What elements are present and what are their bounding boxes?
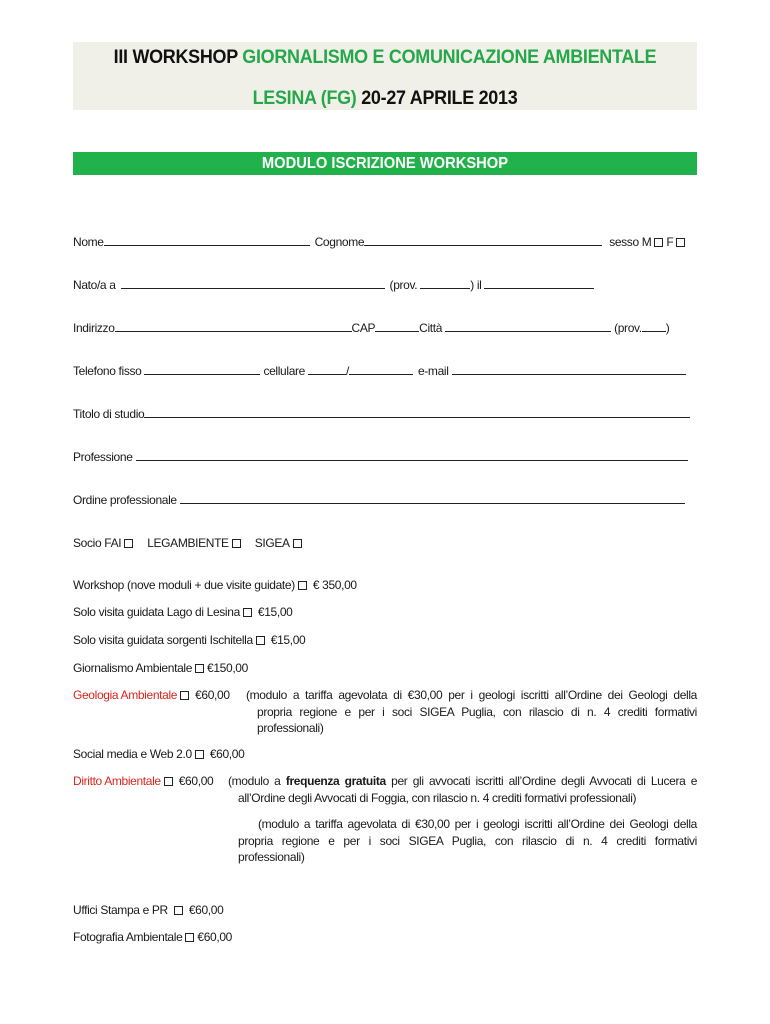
cellulare-slash: / xyxy=(345,364,349,378)
sigea-checkbox[interactable] xyxy=(293,539,302,548)
form-title: MODULO ISCRIZIONE WORKSHOP xyxy=(261,155,509,172)
title-topic: GIORNALISMO E COMUNICAZIONE AMBIENTALE xyxy=(242,46,657,68)
option-visita-lesina xyxy=(73,605,293,619)
workshop-price: € 350,00 xyxy=(312,578,357,592)
indirizzo-label: Indirizzo xyxy=(73,321,115,335)
visita-lesina-checkbox[interactable] xyxy=(243,608,252,617)
option-geologia xyxy=(73,688,230,702)
cellulare-field[interactable] xyxy=(349,364,413,375)
giornalismo-checkbox[interactable] xyxy=(195,664,204,673)
sesso-f-label: F xyxy=(666,235,674,249)
workshop-title-box xyxy=(73,42,697,110)
name-row xyxy=(73,235,688,249)
birthdate-field[interactable] xyxy=(484,278,594,289)
diritto-note-line-2: all’Ordine degli Avvocati di Foggia, con rilascio n. 4 crediti formativi professionali) xyxy=(238,790,637,805)
ordine-field[interactable] xyxy=(180,493,685,504)
diritto-label: Diritto Ambientale xyxy=(73,774,161,788)
citta-label: Città xyxy=(419,321,443,335)
title-prefix: III WORKSHOP xyxy=(113,46,243,68)
titolo-field[interactable] xyxy=(144,407,690,418)
indirizzo-field[interactable] xyxy=(115,321,352,332)
prov-field[interactable] xyxy=(420,278,470,289)
cap-field[interactable] xyxy=(375,321,419,332)
form-banner xyxy=(73,152,697,175)
social-label: Social media e Web 2.0 xyxy=(73,747,192,761)
il-label: ) il xyxy=(470,278,482,292)
visita-lesina-label: Solo visita guidata Lago di Lesina xyxy=(73,605,240,619)
diritto-note2-line-2: propria regione e per i soci SIGEA Puglia, con rilascio di n. 4 crediti formativi xyxy=(238,833,697,848)
sesso-label: sesso M xyxy=(609,235,652,249)
visita-ischitella-price: €15,00 xyxy=(270,633,306,647)
option-giornalismo xyxy=(73,661,248,675)
legambiente-checkbox[interactable] xyxy=(232,539,241,548)
workshop-checkbox[interactable] xyxy=(298,581,307,590)
ordine-label: Ordine professionale xyxy=(73,493,177,507)
option-workshop xyxy=(73,578,357,592)
uffici-checkbox[interactable] xyxy=(174,906,183,915)
address-row xyxy=(73,321,669,335)
prov2-close: ) xyxy=(665,321,670,335)
cognome-label: Cognome xyxy=(314,235,365,249)
geologia-checkbox[interactable] xyxy=(180,691,189,700)
giornalismo-price: €150,00 xyxy=(207,661,248,675)
prov2-field[interactable] xyxy=(642,321,666,332)
uffici-label: Uffici Stampa e PR xyxy=(73,903,168,917)
diritto-note2-line-3: professionali) xyxy=(238,850,305,864)
geologia-label: Geologia Ambientale xyxy=(73,688,178,702)
social-checkbox[interactable] xyxy=(195,750,204,759)
giornalismo-label: Giornalismo Ambientale xyxy=(73,661,193,675)
nome-field[interactable] xyxy=(104,235,310,246)
email-label: e-mail xyxy=(417,364,449,378)
uffici-price: €60,00 xyxy=(188,903,224,917)
visita-ischitella-label: Solo visita guidata sorgenti Ischitella xyxy=(73,633,253,647)
email-field[interactable] xyxy=(452,364,686,375)
nato-field[interactable] xyxy=(121,278,385,289)
diritto-note-b: per gli avvocati iscritti all’Ordine degli Avvocati di Lucera e xyxy=(391,774,698,788)
titolo-label: Titolo di studio xyxy=(73,407,145,421)
visita-ischitella-checkbox[interactable] xyxy=(256,636,265,645)
professione-field[interactable] xyxy=(136,450,688,461)
professione-label: Professione xyxy=(73,450,133,464)
cap-label: CAP xyxy=(351,321,376,335)
fai-checkbox[interactable] xyxy=(124,539,133,548)
socio-fai-label: Socio FAI xyxy=(73,536,122,550)
telefono-field[interactable] xyxy=(144,364,260,375)
option-uffici xyxy=(73,903,223,917)
telefono-label: Telefono fisso xyxy=(73,364,142,378)
legambiente-label: LEGAMBIENTE xyxy=(147,536,229,550)
workshop-label: Workshop (nove moduli + due visite guidate) xyxy=(73,578,295,592)
option-social xyxy=(73,747,244,761)
sigea-label: SIGEA xyxy=(254,536,290,550)
geologia-price: €60,00 xyxy=(195,688,230,702)
diritto-note xyxy=(228,773,697,806)
cognome-field[interactable] xyxy=(364,235,602,246)
title-line-2 xyxy=(98,87,672,110)
geologia-note-line-3: professionali) xyxy=(257,721,324,735)
diritto-checkbox[interactable] xyxy=(164,777,173,786)
fotografia-label: Fotografia Ambientale xyxy=(73,930,183,944)
professional-order-row xyxy=(73,493,685,507)
membership-row xyxy=(73,536,305,550)
phone-row xyxy=(73,364,686,378)
option-visita-ischitella xyxy=(73,633,305,647)
title-location: LESINA (FG) xyxy=(252,87,362,109)
option-fotografia xyxy=(73,930,232,944)
diritto-note-line-1 xyxy=(228,773,697,790)
nome-label: Nome xyxy=(73,235,104,249)
sesso-m-checkbox[interactable] xyxy=(654,238,663,247)
cellulare-prefix-field[interactable] xyxy=(308,364,346,375)
diritto-price: €60,00 xyxy=(178,774,214,788)
profession-row xyxy=(73,450,688,464)
prov2-label: (prov. xyxy=(614,321,642,335)
social-price: €60,00 xyxy=(209,747,245,761)
title-line-1 xyxy=(98,46,672,69)
geologia-note-line-2: propria regione e per i soci SIGEA Puglia, con rilascio di n. 4 crediti formativi xyxy=(257,704,697,719)
diritto-note2-line-1: (modulo a tariffa agevolata di €30,00 per i geologi iscritti all’Ordine dei Geologi della xyxy=(258,817,697,831)
geologia-note-line-1: (modulo a tariffa agevolata di €30,00 per i geologi iscritti all’Ordine dei Geologi della xyxy=(246,688,697,702)
birth-row xyxy=(73,278,594,292)
diritto-note-bold: frequenza gratuita xyxy=(285,774,386,788)
geologia-note xyxy=(246,687,697,737)
diritto-note-geologi xyxy=(238,816,697,866)
cellulare-label: cellulare xyxy=(263,364,305,378)
nato-label: Nato/a a xyxy=(73,278,116,292)
education-row xyxy=(73,407,690,421)
visita-lesina-price: €15,00 xyxy=(257,605,293,619)
title-dates: 20-27 APRILE 2013 xyxy=(361,87,518,109)
fotografia-price: €60,00 xyxy=(197,930,232,944)
fotografia-checkbox[interactable] xyxy=(185,933,194,942)
citta-field[interactable] xyxy=(445,321,611,332)
prov-label: (prov. xyxy=(389,278,418,292)
sesso-f-checkbox[interactable] xyxy=(676,238,685,247)
diritto-note-a: (modulo a xyxy=(228,774,281,788)
option-diritto xyxy=(73,774,213,788)
